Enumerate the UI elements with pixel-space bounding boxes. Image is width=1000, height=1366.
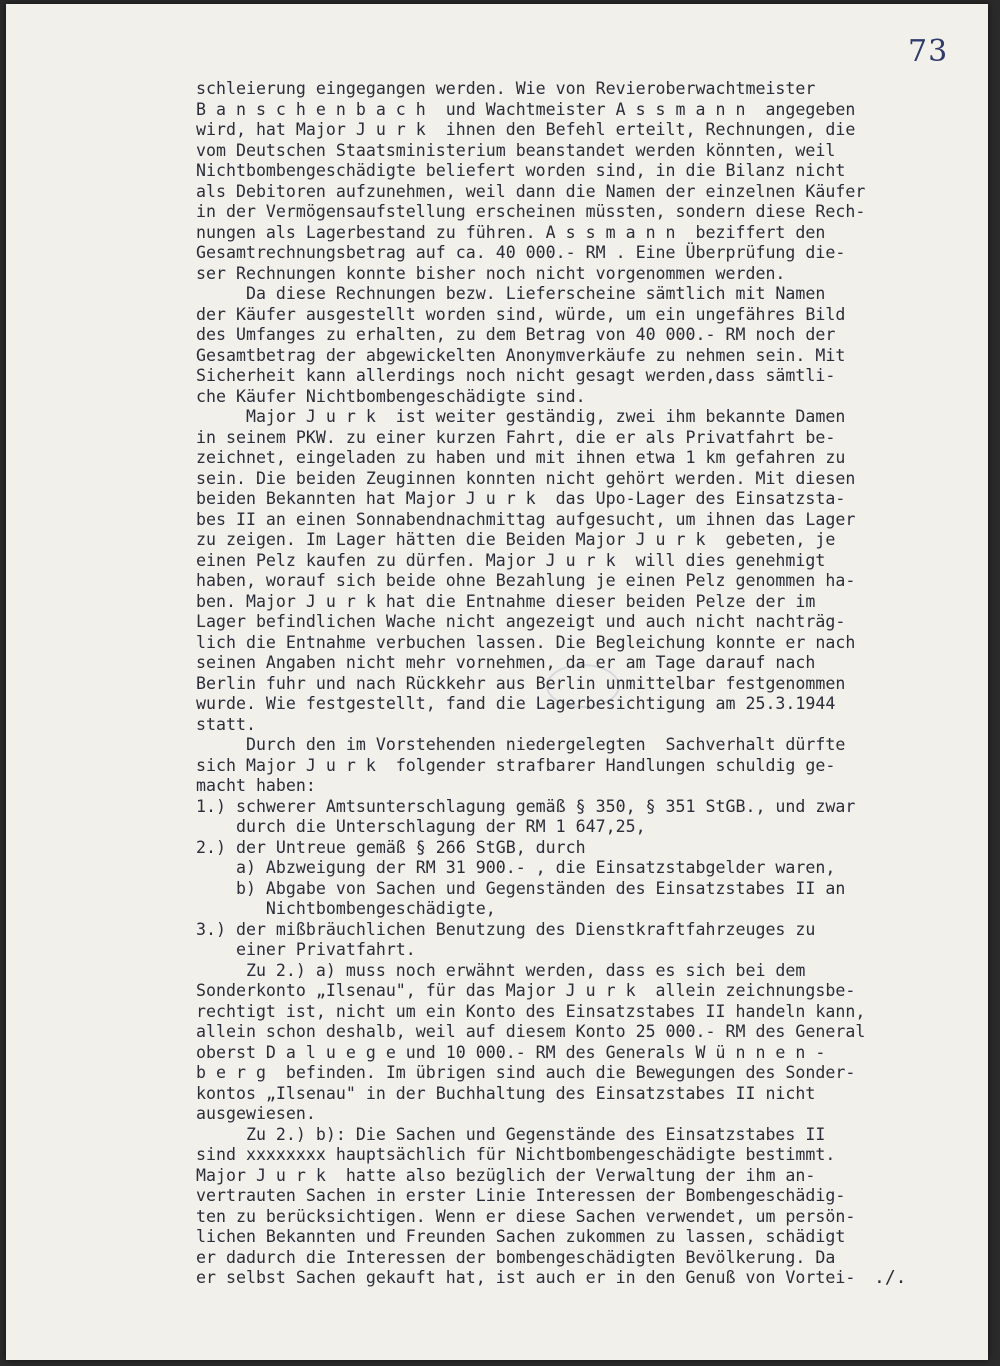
- text-line: Zu 2.) b): Die Sachen und Gegenstände des Einsatzstabes II: [196, 1124, 826, 1144]
- document-page: [6, 4, 988, 1360]
- text-line: macht haben:: [196, 776, 316, 795]
- text-line: nungen als Lagerbestand zu führen. A s s m a n n beziffert den: [196, 222, 826, 242]
- text-line: oberst D a l u e g e und 10 000.- RM des Generals W ü n n e n -: [196, 1042, 826, 1062]
- text-line: Sonderkonto „Ilsenau", für das Major J u r k allein zeichnungsbe-: [196, 981, 856, 1000]
- page-number: 73: [908, 34, 949, 69]
- text-line: lich die Entnahme verbuchen lassen. Die Begleichung konnte er nach: [196, 632, 856, 652]
- text-line: b) Abgabe von Sachen und Gegenständen des Einsatzstabes II an: [196, 878, 846, 898]
- continuation-mark: ./.: [874, 1267, 907, 1288]
- text-line: Gesamtbetrag der abgewickelten Anonymverkäufe zu nehmen sein. Mit: [196, 345, 846, 365]
- text-line: statt.: [196, 714, 256, 734]
- text-line: che Käufer Nichtbombengeschädigte sind.: [196, 386, 586, 406]
- text-line: ten zu berücksichtigen. Wenn er diese Sachen verwendet, um persön-: [196, 1206, 856, 1226]
- text-line: als Debitoren aufzunehmen, weil dann die Namen der einzelnen Käufer: [196, 181, 866, 201]
- text-line: Nichtbombengeschädigte beliefert worden sind, in die Bilanz nicht: [196, 161, 846, 180]
- text-line: Berlin fuhr und nach Rückkehr aus Berlin unmittelbar festgenommen: [196, 673, 846, 693]
- text-line: zu zeigen. Im Lager hätten die Beiden Major J u r k gebeten, je: [196, 530, 836, 549]
- text-line: Major J u r k ist weiter geständig, zwei ihm bekannte Damen: [196, 407, 846, 426]
- text-line: vom Deutschen Staatsministerium beanstandet werden könnten, weil: [196, 140, 836, 160]
- text-line: kontos „Ilsenau" in der Buchhaltung des Einsatzstabes II nicht: [196, 1083, 816, 1103]
- text-line: bes II an einen Sonnabendnachmittag aufgesucht, um ihnen das Lager: [196, 509, 856, 529]
- text-line: B a n s c h e n b a c h und Wachtmeister A s s m a n n angegeben: [196, 99, 856, 119]
- text-line: Nichtbombengeschädigte,: [196, 899, 496, 918]
- text-line: zeichnet, eingeladen zu haben und mit ihnen etwa 1 km gefahren zu: [196, 448, 846, 467]
- typed-body-text: [196, 79, 976, 1289]
- text-line: sind xxxxxxxx hauptsächlich für Nichtbombengeschädigte bestimmt.: [196, 1145, 836, 1164]
- text-line: haben, worauf sich beide ohne Bezahlung je einen Pelz genommen ha-: [196, 571, 856, 590]
- text-line: vertrauten Sachen in erster Linie Interessen der Bombengeschädig-: [196, 1186, 846, 1205]
- text-line: lichen Bekannten und Freunden Sachen zukommen zu lassen, schädigt: [196, 1227, 846, 1246]
- text-line: Da diese Rechnungen bezw. Lieferscheine sämtlich mit Namen: [196, 284, 826, 303]
- text-line: schleierung eingegangen werden. Wie von Revieroberwachtmeister: [196, 79, 816, 98]
- text-line: in seinem PKW. zu einer kurzen Fahrt, die er als Privatfahrt be-: [196, 427, 836, 447]
- text-line: Durch den im Vorstehenden niedergelegten Sachverhalt dürfte: [196, 735, 846, 754]
- text-line: 1.) schwerer Amtsunterschlagung gemäß § 350, § 351 StGB., und zwar: [196, 796, 856, 816]
- text-line: ser Rechnungen konnte bisher noch nicht vorgenommen werden.: [196, 263, 786, 283]
- text-line: in der Vermögensaufstellung erscheinen müssten, sondern diese Rech-: [196, 202, 866, 221]
- text-line: ausgewiesen.: [196, 1104, 316, 1123]
- text-line: der Käufer ausgestellt worden sind, würde, um ein ungefähres Bild: [196, 304, 846, 324]
- text-line: des Umfanges zu erhalten, zu dem Betrag von 40 000.- RM noch der: [196, 325, 836, 344]
- text-line: einen Pelz kaufen zu dürfen. Major J u r k will dies genehmigt: [196, 550, 826, 570]
- text-line: ben. Major J u r k hat die Entnahme dieser beiden Pelze der im: [196, 591, 816, 611]
- text-line: b e r g befinden. Im übrigen sind auch die Bewegungen des Sonder-: [196, 1063, 856, 1082]
- text-line: er dadurch die Interessen der bombengeschädigten Bevölkerung. Da: [196, 1247, 836, 1267]
- text-line: allein schon deshalb, weil auf diesem Konto 25 000.- RM des General: [196, 1022, 866, 1041]
- text-line: er selbst Sachen gekauft hat, ist auch er in den Genuß von Vortei-: [196, 1268, 856, 1287]
- text-line: Major J u r k hatte also bezüglich der Verwaltung der ihm an-: [196, 1165, 816, 1185]
- text-line: rechtigt ist, nicht um ein Konto des Einsatzstabes II handeln kann,: [196, 1001, 866, 1021]
- text-line: 3.) der mißbräuchlichen Benutzung des Dienstkraftfahrzeuges zu: [196, 919, 816, 939]
- text-line: seinen Angaben nicht mehr vornehmen, da er am Tage darauf nach: [196, 653, 816, 672]
- text-line: beiden Bekannten hat Major J u r k das Upo-Lager des Einsatzsta-: [196, 489, 846, 508]
- text-line: Lager befindlichen Wache nicht angezeigt und auch nicht nachträg-: [196, 612, 846, 631]
- text-line: durch die Unterschlagung der RM 1 647,25,: [196, 817, 646, 836]
- text-line: wurde. Wie festgestellt, fand die Lagerbesichtigung am 25.3.1944: [196, 694, 836, 713]
- text-line: Sicherheit kann allerdings noch nicht gesagt werden,dass sämtli-: [196, 366, 836, 385]
- text-line: a) Abzweigung der RM 31 900.- , die Einsatzstabgelder waren,: [196, 858, 836, 877]
- text-line: Gesamtrechnungsbetrag auf ca. 40 000.- RM . Eine Überprüfung die-: [196, 243, 846, 262]
- text-line: einer Privatfahrt.: [196, 940, 416, 959]
- text-line: Zu 2.) a) muss noch erwähnt werden, dass es sich bei dem: [196, 960, 806, 980]
- text-line: 2.) der Untreue gemäß § 266 StGB, durch: [196, 837, 586, 857]
- text-line: wird, hat Major J u r k ihnen den Befehl erteilt, Rechnungen, die: [196, 120, 856, 139]
- text-line: sich Major J u r k folgender strafbarer Handlungen schuldig ge-: [196, 755, 836, 775]
- text-line: sein. Die beiden Zeuginnen konnten nicht gehört werden. Mit diesen: [196, 468, 856, 488]
